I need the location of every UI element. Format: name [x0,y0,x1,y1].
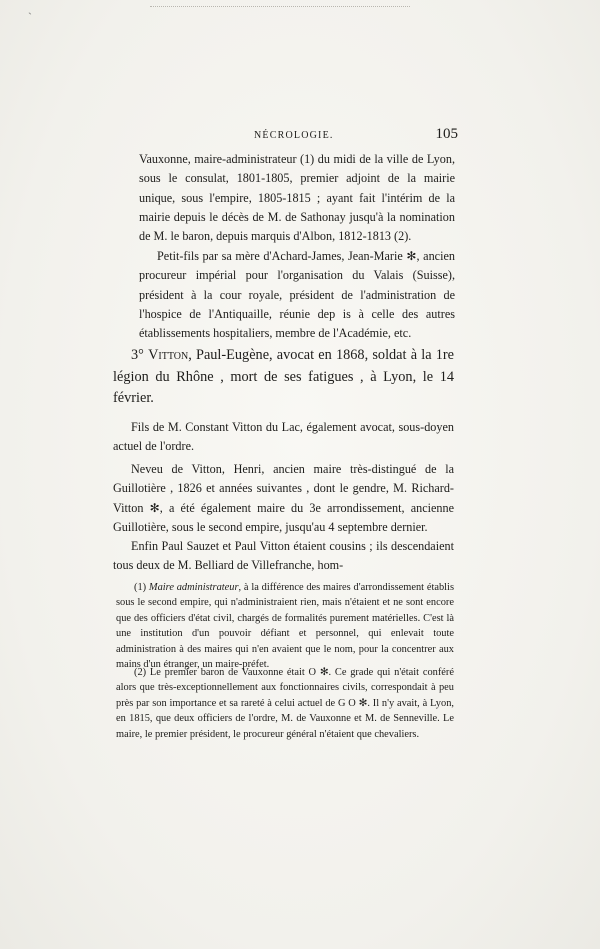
margin-mark: ˋ [28,10,32,24]
footnote-1-term: Maire administrateur [148,582,239,593]
page-header [190,126,480,144]
paragraph-enfin: Enfin Paul Sauzet et Paul Vitton étaient cousins ; ils descendaient tous deux de M. Belliard de Villefranche, hom- [113,539,454,573]
footnote-2: (2) Le premier baron de Vauxonne était O ✻. Ce grade qui n'était conféré alors que très-exceptionnellement aux fonctionnaires civils, correspondait à peu près par son importance et sa rareté à celui actuel de G O ✻. Il n'y avait, à Lyon, en 1815, que deux officiers de l'ordre, M. de Vauxonne et M. de Senneville. Le maire, le premier président, le procureur général n'étaient que chevaliers. [116,667,454,740]
entry-vitton [113,345,454,410]
paragraph-vauxonne: Vauxonne, maire-administrateur (1) du midi de la ville de Lyon, sous le consulat, 1801-1805, premier adjoint de la mairie unique, sous l'empire, 1805-1815 ; ayant fait l'intérim de la mairie depuis le décès de M. de Sathonay jusqu'à la nomination de M. le baron, depuis marquis d'Albon, 1812-1813 (2). [139,152,455,244]
running-title: NÉCROLOGIE. [254,130,334,141]
paragraph-petit-fils: Petit-fils par sa mère d'Achard-James, Jean-Marie ✻, ancien procureur impérial pour l'organisation du Valais (Suisse), président à la cour royale, président de l'administration de l'hospice de l'Antiquaille, réunie dep is à celle des autres établissements hospitaliers, membre de l'Académie, etc. [139,249,455,341]
entry-number: 3° [131,347,144,363]
footnote-1-marker: (1) [134,582,149,593]
footnote-1 [116,580,454,672]
paragraph-fils: Fils de M. Constant Vitton du Lac, également avocat, sous-doyen actuel de l'ordre. [113,420,454,454]
page-edge-dots [150,6,410,7]
page-number: 105 [435,126,458,142]
footnote-1-text: , à la différence des maires d'arrondissement établis sous le second empire, qui n'administraient rien, mais n'étaient et ne sont encore que des officiers d'état civil, chargés de formalités purement matérielles. C'est là une institution d'un pouvoir défiant et personnel, qui enlevait toute administration à des maires qui n'en avaient que le nom, pour la concentrer aux mains d'un étranger, un maire-préfet. [116,582,454,671]
entry-name: Vitton [148,347,189,363]
entry-text: , Paul-Eugène, avocat en 1868, soldat à la 1re légion du Rhône , mort de ses fatigues , à Lyon, le 14 février. [113,347,455,406]
paragraph-neveu: Neveu de Vitton, Henri, ancien maire très-distingué de la Guillotière , 1826 et années suivantes , dont le gendre, M. Richard-Vitton ✻, a été également maire du 3e arrondissement, ancienne Guillotière, sous le second empire, jusqu'au 4 septembre dernier. [113,462,454,534]
